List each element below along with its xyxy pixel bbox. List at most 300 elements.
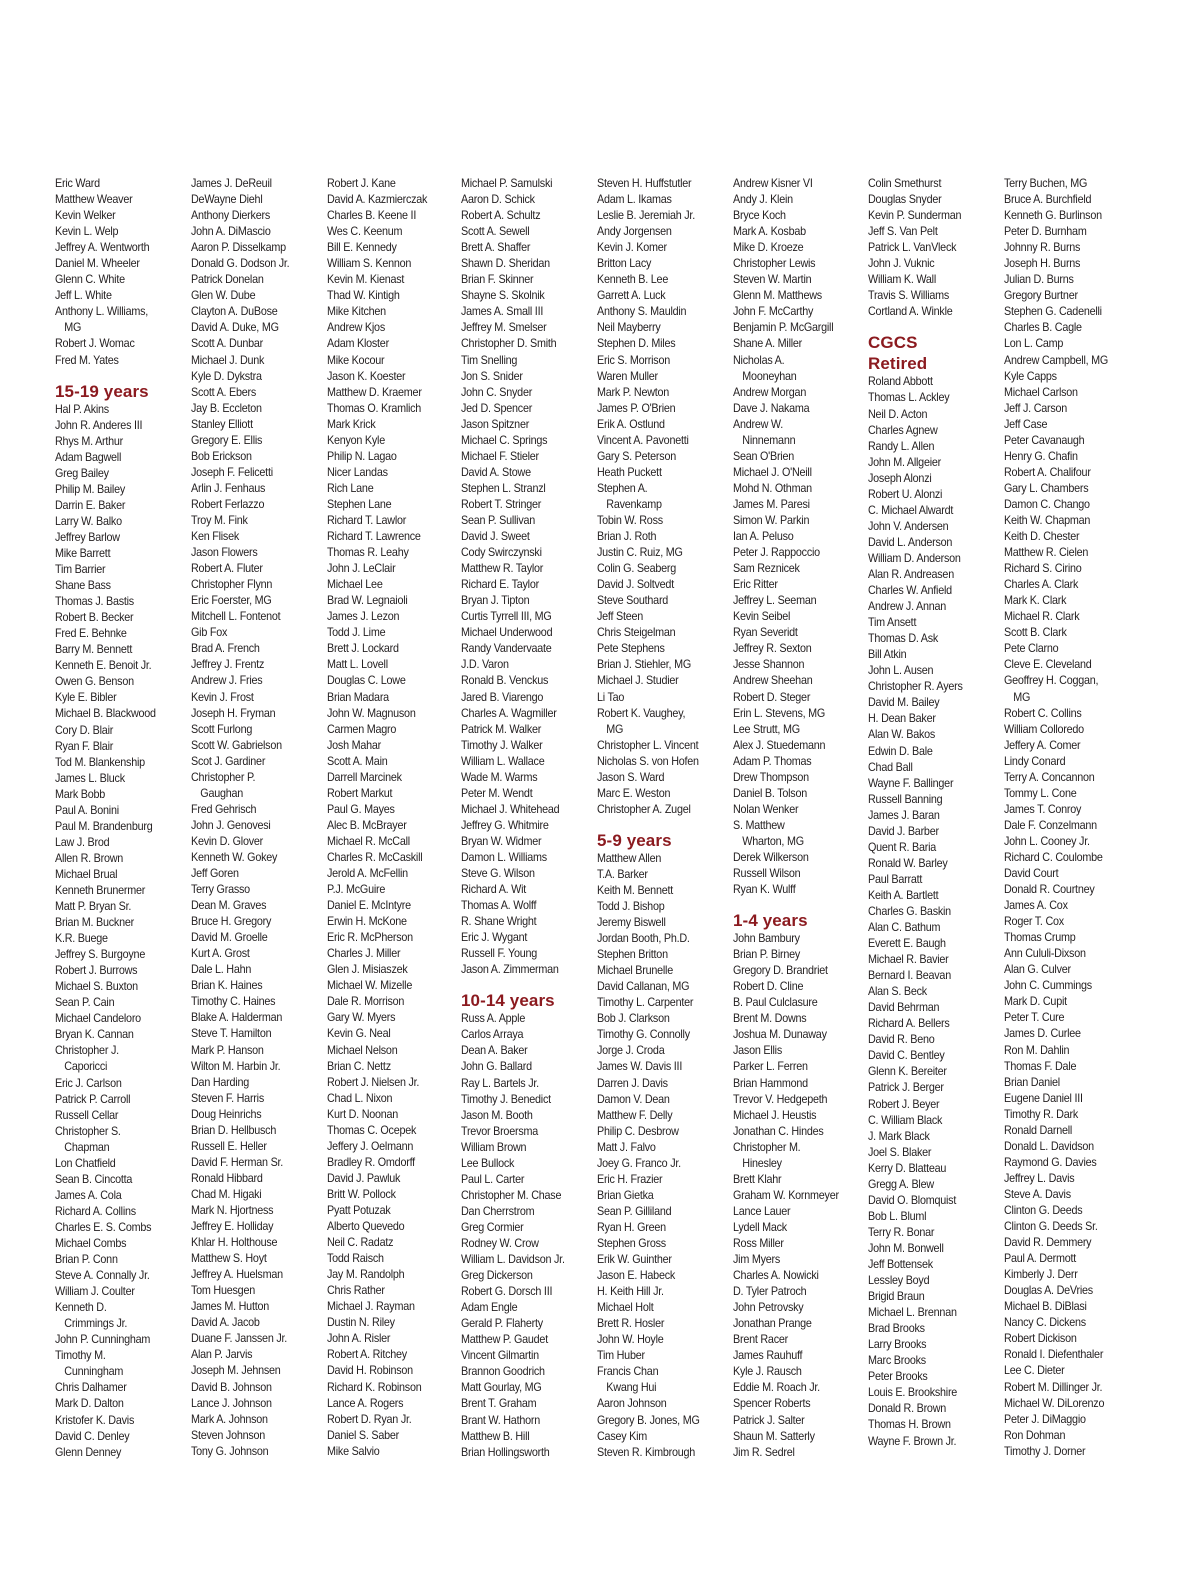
- member-name: Thomas J. Bastis: [55, 595, 134, 609]
- member-name: Darren J. Davis: [597, 1076, 668, 1090]
- member-name: Brian J. Roth: [597, 530, 657, 544]
- member-name: Jeff Bottensek: [868, 1258, 933, 1271]
- member-name: Jeff Goren: [191, 867, 239, 881]
- member-name: Matthew P. Gaudet: [461, 1333, 548, 1347]
- member-name: Wes C. Keenum: [327, 225, 403, 239]
- member-name: Stephen Gross: [597, 1237, 666, 1250]
- member-name: Carlos Arraya: [461, 1028, 524, 1042]
- member-name: Jeff L. White: [55, 289, 112, 303]
- member-name: John W. Hoyle: [597, 1333, 664, 1347]
- member-name: Brent T. Graham: [461, 1397, 537, 1411]
- member-name: Robert J. Womac: [55, 337, 135, 351]
- member-name: David R. Demmery: [1004, 1236, 1092, 1250]
- member-name: Bruce A. Burchfield: [1004, 193, 1092, 207]
- member-name: Adam Engle: [461, 1301, 518, 1315]
- member-name: John G. Ballard: [461, 1060, 532, 1074]
- member-name: Mark P. Newton: [597, 385, 670, 399]
- member-name: David Callanan, MG: [597, 980, 690, 994]
- member-name: Matt L. Lovell: [327, 658, 388, 672]
- member-name: Michael J. O'Neill: [733, 465, 812, 479]
- member-name: Mark A. Kosbab: [733, 225, 806, 239]
- member-name: Brett A. Shaffer: [461, 241, 531, 255]
- member-name: David Behrman: [868, 1001, 940, 1015]
- member-name: Lon L. Camp: [1004, 337, 1064, 351]
- member-name: Matthew B. Hill: [461, 1429, 530, 1443]
- member-name: Benjamin P. McGargill: [733, 321, 834, 335]
- member-name: Bryan W. Widmer: [461, 834, 542, 848]
- member-name: Joey G. Franco Jr.: [597, 1156, 681, 1170]
- member-name: Jay M. Randolph: [327, 1268, 405, 1282]
- member-name: Paul A. Bonini: [55, 803, 119, 817]
- member-name: Travis S. Williams: [868, 289, 950, 303]
- member-name: Ian A. Peluso: [733, 530, 794, 544]
- member-name: Matthew D. Kraemer: [327, 385, 422, 399]
- member-name: Stanley Elliott: [191, 417, 253, 431]
- member-name: Marc E. Weston: [597, 786, 671, 800]
- member-name: Patrick P. Carroll: [55, 1092, 131, 1106]
- member-name: Matthew Weaver: [55, 193, 133, 207]
- member-name: Keith A. Bartlett: [868, 888, 939, 902]
- member-name: Alan W. Bakos: [868, 728, 936, 742]
- member-name: John J. Genovesi: [191, 818, 271, 832]
- member-name: Casey Kim: [597, 1429, 648, 1443]
- member-name: Leslie B. Jeremiah Jr.: [597, 209, 695, 223]
- member-name: Chad Ball: [868, 760, 913, 774]
- member-name: William K. Wall: [868, 273, 936, 287]
- member-name: Robert B. Becker: [55, 611, 134, 625]
- member-name-continuation: Hinesley: [742, 1156, 782, 1170]
- member-name: Kenneth Brunermer: [55, 883, 146, 897]
- member-name: John V. Andersen: [868, 519, 949, 533]
- member-name: Britton Lacy: [597, 257, 652, 271]
- member-name: Robert U. Alonzi: [868, 487, 943, 501]
- member-name: Arlin J. Fenhaus: [191, 481, 266, 495]
- member-name: Andrew W.: [733, 417, 784, 431]
- member-name: Kevin M. Kienast: [327, 273, 405, 287]
- member-name: Lee Strutt, MG: [733, 722, 800, 736]
- member-name: Matthew R. Taylor: [461, 562, 544, 576]
- member-name: Francis Chan: [597, 1365, 659, 1379]
- member-name: Robert A. Fluter: [191, 562, 263, 576]
- member-name: Andrew Kjos: [327, 321, 385, 335]
- member-name: James W. Davis III: [597, 1060, 683, 1074]
- member-name: David C. Bentley: [868, 1049, 945, 1063]
- member-name: Thomas C. Ocepek: [327, 1123, 417, 1137]
- member-name: Brad W. Legnaioli: [327, 594, 408, 608]
- member-name: Damon V. Dean: [597, 1092, 670, 1106]
- member-name: Christopher P.: [191, 770, 256, 784]
- section-heading: 1-4 years: [733, 911, 808, 931]
- member-name: Michael W. DiLorenzo: [1004, 1396, 1105, 1410]
- member-name: Trevor Broersma: [461, 1124, 539, 1138]
- member-name: Colin G. Seaberg: [597, 562, 676, 576]
- member-name: Ryan F. Blair: [55, 739, 114, 753]
- member-name: John R. Anderes III: [55, 418, 143, 432]
- member-name: Michael B. Blackwood: [55, 707, 156, 721]
- member-name: Jason K. Koester: [327, 369, 406, 383]
- member-name: Scott A. Ebers: [191, 385, 257, 399]
- member-name: Russell Banning: [868, 792, 943, 806]
- member-name: Nancy C. Dickens: [1004, 1316, 1086, 1330]
- member-name: Nicer Landas: [327, 465, 388, 479]
- member-name: Henry G. Chafin: [1004, 449, 1078, 463]
- member-name: Steve T. Hamilton: [191, 1027, 272, 1041]
- member-name: Tobin W. Ross: [597, 513, 663, 527]
- member-name: Tony G. Johnson: [191, 1444, 269, 1458]
- member-name: Douglas C. Lowe: [327, 674, 406, 688]
- member-name: T.A. Barker: [597, 867, 648, 881]
- member-name: Charles B. Cagle: [1004, 321, 1082, 335]
- member-name: Glenn C. White: [55, 273, 125, 287]
- member-name: Keith D. Chester: [1004, 530, 1080, 544]
- member-name: Khlar H. Holthouse: [191, 1236, 278, 1250]
- member-name: John C. Snyder: [461, 385, 533, 399]
- member-name: Bruce H. Gregory: [191, 915, 272, 929]
- member-name: Jeffrey G. Whitmire: [461, 818, 549, 832]
- member-name: William S. Kennon: [327, 257, 412, 271]
- member-name: Scott Furlong: [191, 722, 253, 736]
- member-name: Ryan K. Wulff: [733, 883, 796, 897]
- member-name: Kevin Seibel: [733, 610, 791, 624]
- member-name: Peter T. Cure: [1004, 1011, 1065, 1025]
- member-name: Brian P. Conn: [55, 1253, 118, 1267]
- member-name: David J. Barber: [868, 824, 939, 838]
- member-name: Brett J. Lockard: [327, 642, 399, 656]
- member-name: David C. Denley: [55, 1429, 130, 1443]
- member-name: Timothy L. Carpenter: [597, 996, 694, 1010]
- member-name: Mark D. Cupit: [1004, 995, 1067, 1009]
- member-name: Shawn D. Sheridan: [461, 257, 550, 271]
- member-name-continuation: Cunningham: [64, 1365, 124, 1379]
- member-name: Thomas R. Leahy: [327, 546, 409, 560]
- member-name: Robert K. Vaughey,: [597, 706, 686, 720]
- member-name: Gary L. Chambers: [1004, 481, 1089, 495]
- member-name: Bryan J. Tipton: [461, 594, 530, 608]
- member-name: Kristofer K. Davis: [55, 1413, 135, 1427]
- member-name: Thomas A. Wolff: [461, 899, 537, 913]
- member-name: Shane A. Miller: [733, 337, 803, 351]
- section-heading: 10-14 years: [461, 991, 555, 1011]
- member-name: Eric H. Frazier: [597, 1172, 663, 1186]
- member-name: Brent M. Downs: [733, 1012, 807, 1026]
- member-name: David J. Sweet: [461, 530, 530, 544]
- member-name: Charles B. Keene II: [327, 209, 417, 223]
- member-name: Pyatt Potuzak: [327, 1204, 391, 1217]
- member-name: Michael Candeloro: [55, 1012, 141, 1026]
- member-name: Charles R. McCaskill: [327, 850, 423, 864]
- member-name: Kenneth W. Gokey: [191, 850, 278, 864]
- member-name: Jeff Case: [1004, 417, 1048, 431]
- member-name: Eric J. Carlson: [55, 1076, 122, 1090]
- member-name: Christopher D. Smith: [461, 337, 557, 351]
- member-name: Steve G. Wilson: [461, 867, 535, 881]
- member-name: Dan Cherrstrom: [461, 1204, 535, 1218]
- section-heading: CGCS: [868, 333, 918, 353]
- member-name-continuation: MG: [1013, 690, 1031, 704]
- member-name: Bob J. Clarkson: [597, 1012, 670, 1026]
- member-name: Jeffrey R. Sexton: [733, 642, 812, 656]
- member-name: Jerold A. McFellin: [327, 867, 408, 881]
- member-name: Brian J. Stiehler, MG: [597, 658, 692, 672]
- member-name: Doug Heinrichs: [191, 1107, 262, 1121]
- member-name: James A. Small III: [461, 305, 544, 319]
- member-name: James J. Baran: [868, 808, 940, 822]
- name-column-4: [461, 176, 593, 1461]
- member-name: Lance J. Johnson: [191, 1396, 272, 1410]
- member-name: David M. Bailey: [868, 696, 940, 710]
- member-name: Mike Kocour: [327, 353, 385, 367]
- member-name: Kurt D. Noonan: [327, 1107, 399, 1121]
- member-name: Donald L. Davidson: [1004, 1139, 1094, 1153]
- member-name: Glen J. Misiaszek: [327, 963, 408, 977]
- member-name: Wade M. Warms: [461, 770, 538, 784]
- member-name: Jason M. Booth: [461, 1108, 533, 1122]
- member-name: Peter J. DiMaggio: [1004, 1412, 1086, 1426]
- member-name: B. Paul Culclasure: [733, 996, 818, 1010]
- member-name: Mike Kitchen: [327, 305, 386, 319]
- member-name: Ronald W. Barley: [868, 856, 948, 870]
- member-name: Erin L. Stevens, MG: [733, 706, 826, 720]
- member-name: Dale L. Hahn: [191, 963, 252, 977]
- member-name: Chris Steigelman: [597, 626, 676, 640]
- member-name: Lydell Mack: [733, 1220, 787, 1234]
- member-name: Robert J. Burrows: [55, 964, 138, 978]
- member-name: Anthony Dierkers: [191, 209, 270, 223]
- member-name: Brian P. Birney: [733, 948, 801, 962]
- member-name: Mark K. Clark: [1004, 594, 1067, 608]
- member-name: Christopher M. Chase: [461, 1188, 562, 1202]
- member-name: Tim Barrier: [55, 563, 106, 577]
- member-name: Peter Cavanaugh: [1004, 433, 1085, 447]
- member-name: Bryce Koch: [733, 209, 786, 223]
- member-name: Russell F. Young: [461, 947, 538, 961]
- member-name: Jeff S. Van Pelt: [868, 225, 938, 239]
- member-name: Dustin N. Riley: [327, 1316, 395, 1330]
- member-name: John L. Cooney Jr.: [1004, 834, 1090, 848]
- member-name: Thomas L. Ackley: [868, 391, 950, 405]
- member-name: William L. Davidson Jr.: [461, 1253, 565, 1267]
- member-name: Brian M. Buckner: [55, 916, 134, 930]
- member-name: Alan S. Beck: [868, 985, 927, 999]
- member-name: Steve A. Connally Jr.: [55, 1269, 150, 1283]
- member-name: Scot J. Gardiner: [191, 754, 266, 768]
- member-name: Richard A. Collins: [55, 1204, 136, 1218]
- member-name: Gary W. Myers: [327, 1011, 396, 1025]
- member-name: David B. Johnson: [191, 1380, 272, 1394]
- member-name: Adam Kloster: [327, 337, 389, 351]
- member-name: R. Shane Wright: [461, 915, 537, 929]
- member-name: Keith W. Chapman: [1004, 513, 1091, 527]
- member-name: Mark P. Hanson: [191, 1043, 264, 1057]
- member-name: Chad M. Higaki: [191, 1187, 262, 1201]
- member-name: Robert D. Ryan Jr.: [327, 1412, 412, 1426]
- member-name: Sean B. Cincotta: [55, 1172, 133, 1186]
- member-name: Ken Flisek: [191, 530, 240, 544]
- member-name: Gregory E. Ellis: [191, 433, 263, 447]
- member-name: Erwin H. McKone: [327, 915, 407, 929]
- member-name: James J. Lezon: [327, 610, 400, 624]
- member-name: Mitchell L. Fontenot: [191, 610, 281, 624]
- member-name: Donald G. Dodson Jr.: [191, 257, 290, 271]
- member-name: Kenneth E. Benoit Jr.: [55, 659, 152, 673]
- member-name: Kevin J. Komer: [597, 241, 667, 255]
- member-name: Mike Salvio: [327, 1444, 380, 1458]
- member-name: Jim R. Sedrel: [733, 1445, 795, 1459]
- member-name: John M. Bonwell: [868, 1241, 944, 1255]
- member-name: Tod M. Blankenship: [55, 755, 145, 769]
- member-name: Jeffrey L. Davis: [1004, 1171, 1075, 1185]
- member-name: Matthew R. Cielen: [1004, 546, 1089, 560]
- member-name: Adam Bagwell: [55, 450, 122, 464]
- member-name: David F. Herman Sr.: [191, 1155, 284, 1169]
- member-name: Larry W. Balko: [55, 514, 122, 528]
- member-name: Charles A. Wagmiller: [461, 706, 557, 720]
- member-name: Glenn M. Matthews: [733, 289, 822, 303]
- member-name: Daniel E. McIntyre: [327, 899, 411, 913]
- member-name: William Colloredo: [1004, 722, 1084, 736]
- member-name: Daniel S. Saber: [327, 1428, 400, 1442]
- member-name: Peter M. Wendt: [461, 786, 533, 800]
- member-name: Anthony L. Williams,: [55, 305, 149, 319]
- member-name: Everett E. Baugh: [868, 937, 946, 951]
- member-name: Michael Brunelle: [597, 964, 673, 978]
- member-name: Sam Reznicek: [733, 562, 800, 576]
- member-name: David M. Groelle: [191, 931, 268, 945]
- member-name: Steven W. Martin: [733, 273, 812, 287]
- member-name: Joseph F. Felicetti: [191, 465, 273, 479]
- member-name: James M. Paresi: [733, 497, 810, 511]
- member-name: Michael L. Brennan: [868, 1306, 957, 1320]
- member-name: Richard A. Bellers: [868, 1017, 950, 1031]
- member-name: David O. Blomquist: [868, 1193, 957, 1207]
- name-column-7: [868, 176, 1000, 1450]
- member-name: Patrick Donelan: [191, 273, 264, 287]
- member-name: Stephen A.: [597, 481, 648, 495]
- member-name: Scott W. Gabrielson: [191, 738, 282, 752]
- member-name: David R. Beno: [868, 1033, 935, 1047]
- member-name: James M. Hutton: [191, 1300, 270, 1314]
- member-name: Brett R. Hosler: [597, 1317, 665, 1331]
- member-name: Michael Combs: [55, 1237, 127, 1250]
- member-name: Michael C. Springs: [461, 433, 548, 447]
- member-name: Lee C. Dieter: [1004, 1364, 1065, 1378]
- member-name: Steven Johnson: [191, 1428, 266, 1442]
- member-name: Derek Wilkerson: [733, 850, 809, 864]
- member-name: Nicholas A.: [733, 353, 785, 367]
- member-name: Ann Cululi-Dixson: [1004, 947, 1086, 961]
- member-name: Terry R. Bonar: [868, 1225, 935, 1239]
- member-name: Spencer Roberts: [733, 1397, 811, 1411]
- member-name: Randy Vandervaate: [461, 642, 552, 656]
- member-name: Julian D. Burns: [1004, 273, 1074, 287]
- member-name: Brad A. French: [191, 642, 260, 656]
- member-name: Matt J. Falvo: [597, 1140, 656, 1154]
- member-name: Thomas Crump: [1004, 931, 1076, 945]
- member-name: Michael J. Studier: [597, 674, 679, 688]
- member-name: Bill Atkin: [868, 648, 907, 662]
- member-name: Jason E. Habeck: [597, 1269, 676, 1283]
- member-name: Darrin E. Baker: [55, 498, 126, 512]
- member-name-continuation: MG: [64, 321, 82, 335]
- member-name: Barry M. Bennett: [55, 643, 133, 657]
- member-name: James J. DeReuil: [191, 177, 272, 190]
- member-name: Kevin L. Welp: [55, 225, 119, 239]
- member-name: David J. Soltvedt: [597, 578, 674, 592]
- member-name: Kyle Capps: [1004, 369, 1057, 383]
- member-name: William L. Wallace: [461, 754, 545, 768]
- member-name: Keith M. Bennett: [597, 883, 673, 897]
- member-name: Lindy Conard: [1004, 754, 1066, 768]
- member-name: John F. McCarthy: [733, 305, 814, 319]
- member-name: David A. Stowe: [461, 465, 531, 479]
- member-name: Adam P. Thomas: [733, 754, 812, 768]
- member-name: Fred E. Behnke: [55, 627, 127, 641]
- member-name: Robert J. Nielsen Jr.: [327, 1075, 420, 1089]
- member-name: Kenyon Kyle: [327, 433, 385, 447]
- member-name-continuation: Mooneyhan: [742, 369, 797, 383]
- member-name: Ross Miller: [733, 1237, 784, 1250]
- member-name: Clayton A. DuBose: [191, 305, 278, 319]
- member-name: Dave J. Nakama: [733, 401, 810, 415]
- member-name: Mohd N. Othman: [733, 481, 812, 495]
- member-name: Dan Harding: [191, 1075, 249, 1089]
- member-name: Philip M. Bailey: [55, 482, 125, 496]
- member-name: Richard A. Wit: [461, 883, 527, 897]
- name-column-1: [55, 176, 187, 1461]
- member-name: Jason S. Ward: [597, 770, 665, 784]
- member-name: Peter D. Burnham: [1004, 225, 1087, 239]
- member-name: Brannon Goodrich: [461, 1365, 545, 1379]
- member-name: Michael W. Mizelle: [327, 979, 413, 993]
- member-name: Brian Daniel: [1004, 1075, 1060, 1089]
- member-name: Kyle E. Bibler: [55, 691, 117, 705]
- member-name: Britt W. Pollock: [327, 1187, 396, 1201]
- member-name: Sean P. Cain: [55, 996, 115, 1010]
- member-name: Justin C. Ruiz, MG: [597, 546, 683, 560]
- member-name: Jason Spitzner: [461, 417, 530, 431]
- member-name: Patrick M. Walker: [461, 722, 542, 736]
- member-name: Stephen G. Cadenelli: [1004, 305, 1102, 319]
- member-name: Adam L. Ikamas: [597, 193, 672, 207]
- member-name: Michael Lee: [327, 578, 383, 592]
- member-name: Joseph Alonzi: [868, 471, 932, 485]
- member-name: Edwin D. Bale: [868, 744, 933, 758]
- member-name: Jeffery A. Comer: [1004, 738, 1081, 752]
- member-name: Richard T. Lawlor: [327, 513, 407, 527]
- member-name: Robert Markut: [327, 786, 393, 800]
- member-name: Drew Thompson: [733, 770, 809, 784]
- member-name: Chad L. Nixon: [327, 1091, 393, 1105]
- member-name-continuation: Crimmings Jr.: [64, 1317, 128, 1331]
- member-name: Michael R. Bavier: [868, 953, 949, 967]
- member-name: Philip N. Lagao: [327, 449, 397, 463]
- member-name: Jonathan C. Hindes: [733, 1124, 824, 1138]
- member-name: Timothy J. Benedict: [461, 1092, 551, 1106]
- member-name: Li Tao: [597, 690, 625, 704]
- member-name: Christopher S.: [55, 1124, 121, 1138]
- member-name: Allen R. Brown: [55, 851, 124, 865]
- member-name: Richard K. Robinson: [327, 1380, 422, 1394]
- member-name: Brian D. Hellbusch: [191, 1123, 277, 1137]
- member-name: Kurt A. Grost: [191, 947, 250, 961]
- member-name: William J. Coulter: [55, 1285, 135, 1299]
- member-name: Thomas H. Brown: [868, 1418, 951, 1432]
- member-name-continuation: Kwang Hui: [606, 1381, 657, 1395]
- member-name: Pete Clarno: [1004, 642, 1059, 656]
- member-name: David J. Pawluk: [327, 1171, 401, 1185]
- member-name: Donald R. Brown: [868, 1402, 947, 1416]
- member-name: Greg Cormier: [461, 1220, 524, 1234]
